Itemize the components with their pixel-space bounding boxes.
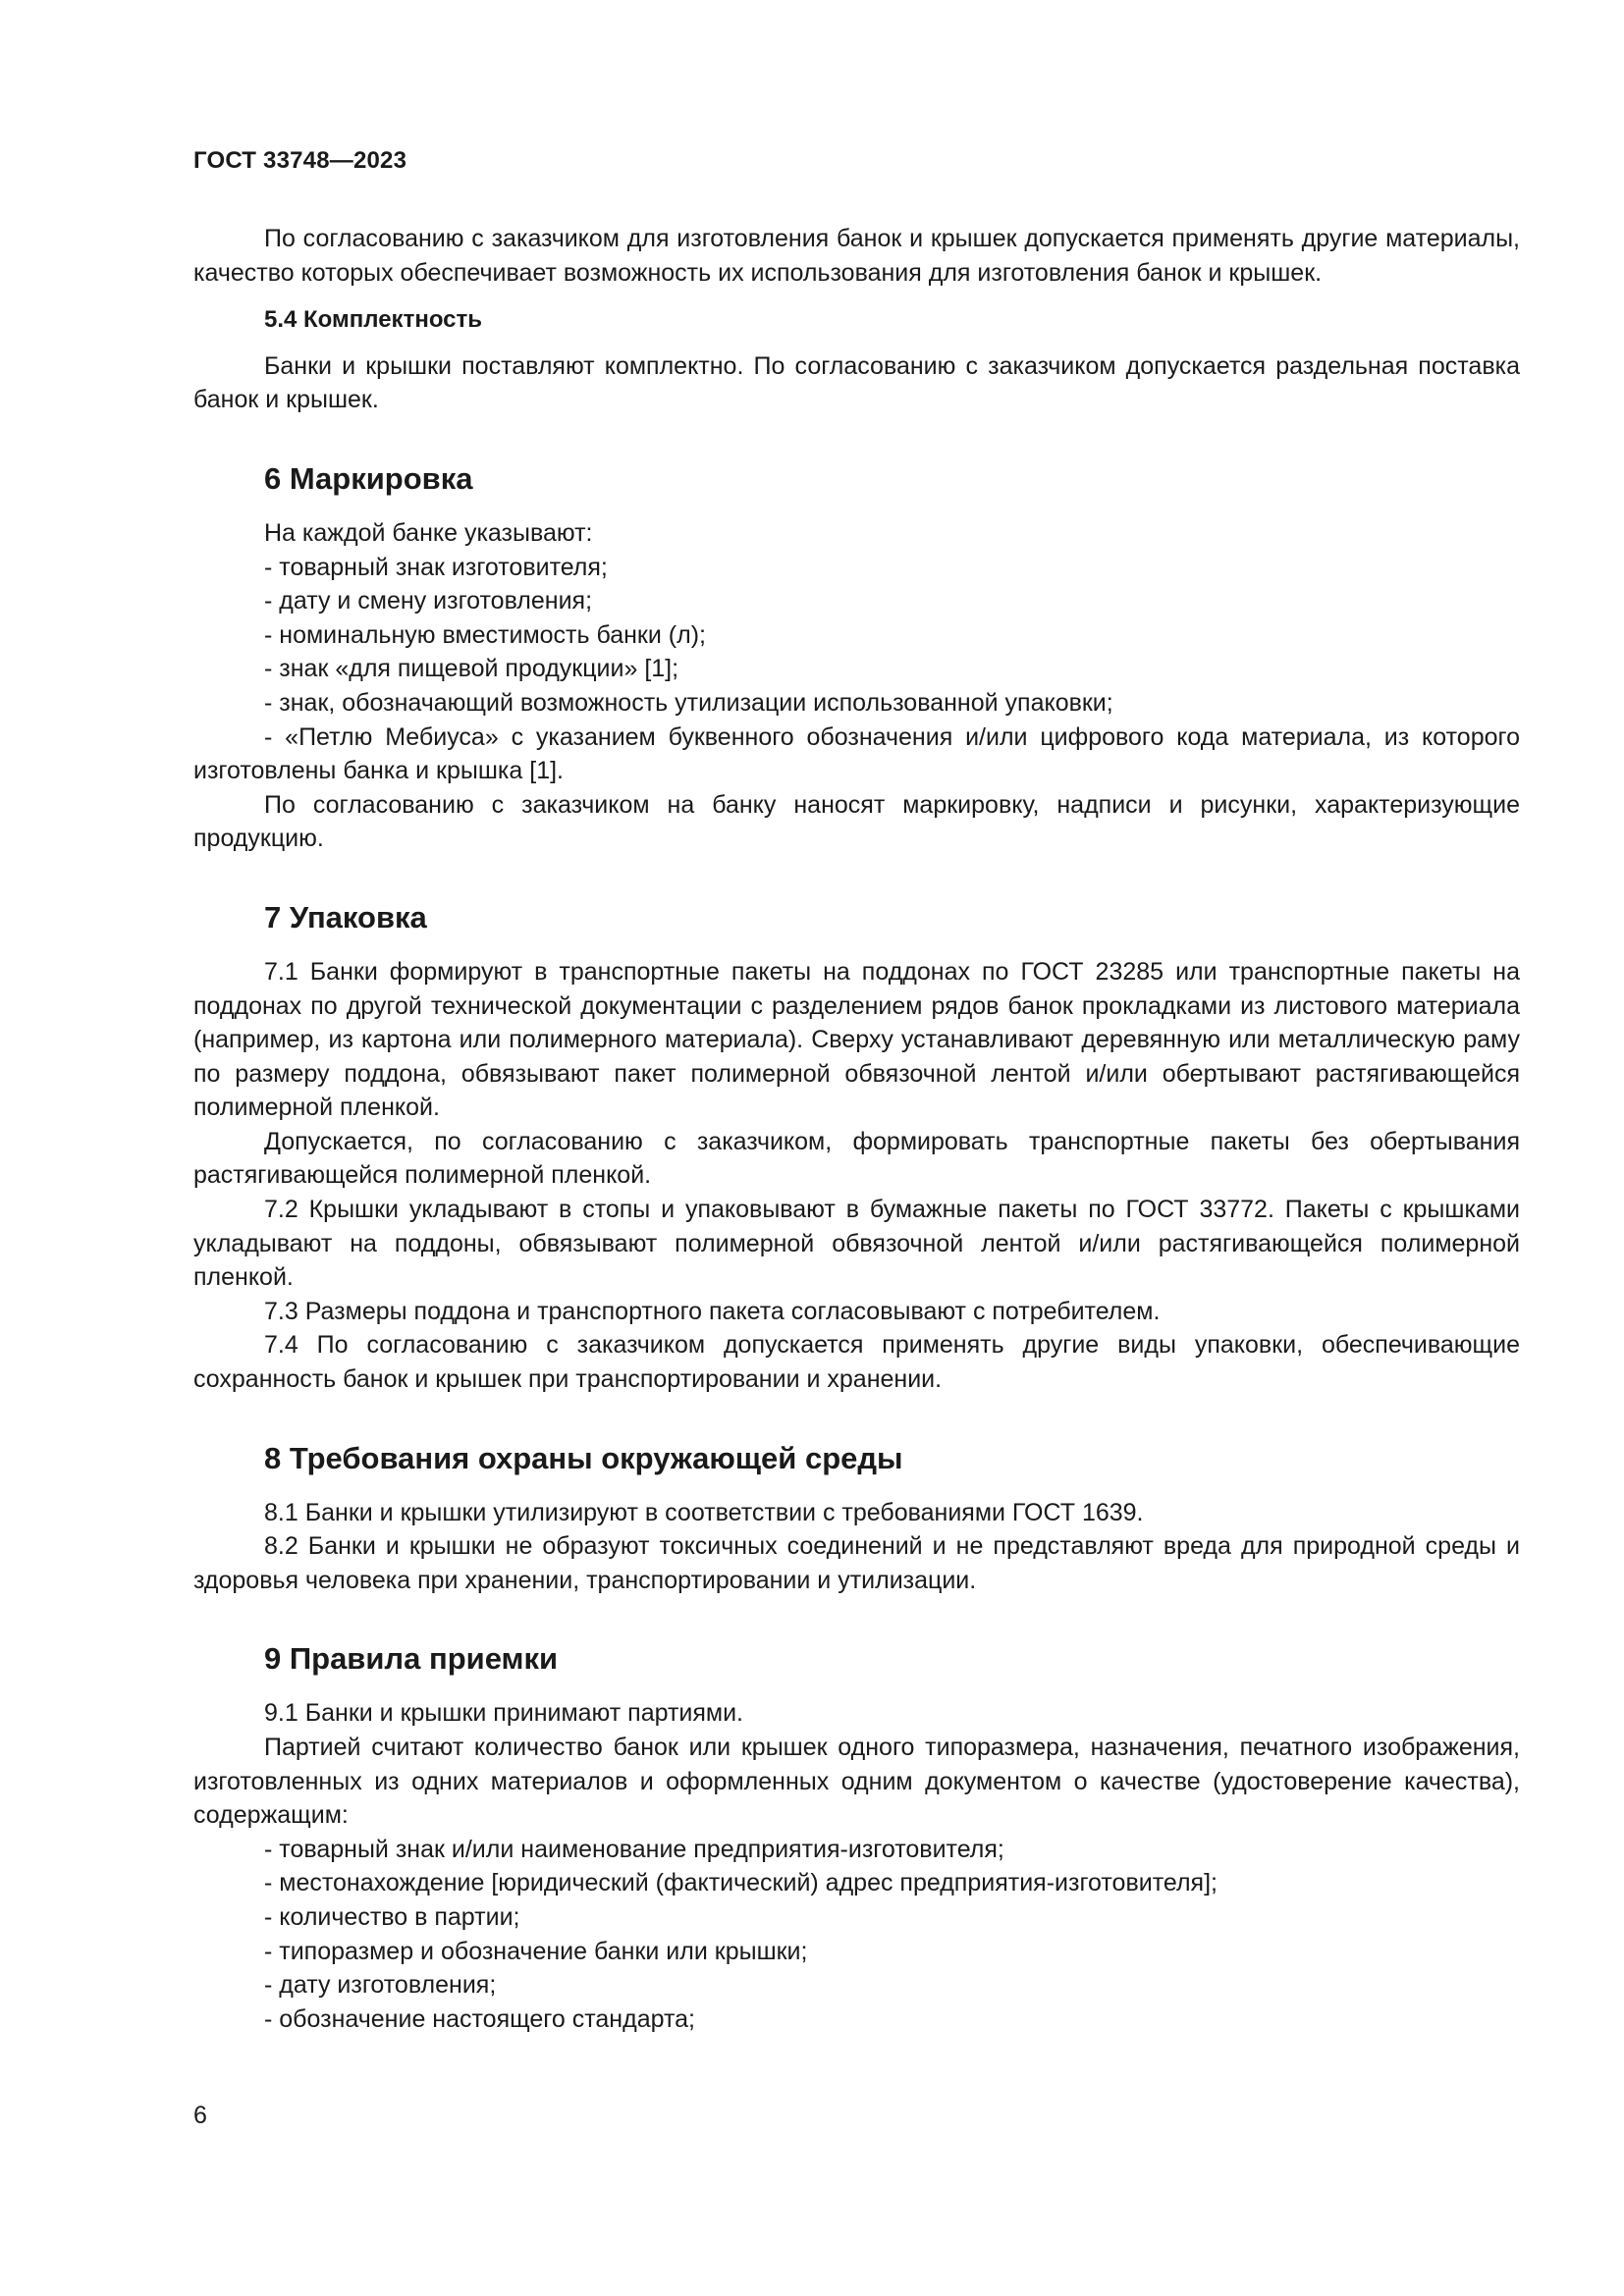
list-item: - местонахождение [юридический (фактический) адрес предприятия-изготовителя];	[264, 1869, 1218, 1897]
section-title: 9 Правила приемки	[264, 1641, 559, 1677]
paragraph: По согласованию с заказчиком на банку наносят маркировку, надписи и рисунки, характеризующие продукцию.	[193, 790, 1520, 853]
paragraph: На каждой банке указывают:	[264, 518, 593, 547]
page-number: 6	[193, 2102, 207, 2129]
paragraph: 7.4 По согласованию с заказчиком допускается применять другие виды упаковки, обеспечивающие сохранность банок и крышек при транспортировании и хранении.	[193, 1331, 1520, 1394]
paragraph: Партией считают количество банок или крышек одного типоразмера, назначения, печатного изображения, изготовленных из одних материалов и оформленных одним документом о качестве (удостоверение качества), содержащим:	[193, 1734, 1520, 1830]
page-body	[193, 222, 1520, 2036]
list-item: - «Петлю Мебиуса» с указанием буквенного обозначения и/или цифрового кода материала, из которого изготовлены банка и крышка [1].	[193, 722, 1520, 785]
list-item: - дату и смену изготовления;	[264, 587, 593, 615]
list-item: - товарный знак изготовителя;	[264, 553, 608, 581]
section-title: 8 Требования охраны окружающей среды	[264, 1440, 903, 1475]
list-item: - номинальную вместимость банки (л);	[264, 620, 706, 649]
document-code: ГОСТ 33748—2023	[193, 147, 407, 174]
section-title: 7 Упаковка	[264, 899, 427, 934]
paragraph: По согласованию с заказчиком для изготовления банок и крышек допускается применять другие материалы, качество которых обеспечивает возможность их использования для изготовления банок и крышек.	[193, 225, 1520, 287]
paragraph: 8.1 Банки и крышки утилизируют в соответствии с требованиями ГОСТ 1639.	[264, 1498, 1144, 1526]
list-item: - знак, обозначающий возможность утилизации использованной упаковки;	[264, 688, 1113, 717]
list-item: - обозначение настоящего стандарта;	[264, 2004, 695, 2033]
paragraph: Допускается, по согласованию с заказчиком, формировать транспортные пакеты без обертывания растягивающейся полимерной пленкой.	[193, 1127, 1520, 1190]
paragraph: 9.1 Банки и крышки принимают партиями.	[264, 1699, 744, 1728]
list-item: - товарный знак и/или наименование предприятия-изготовителя;	[264, 1835, 1004, 1863]
section-title: 6 Маркировка	[264, 460, 473, 496]
list-item: - количество в партии;	[264, 1902, 520, 1931]
list-item: - типоразмер и обозначение банки или крышки;	[264, 1937, 808, 1965]
paragraph: 7.2 Крышки укладывают в стопы и упаковывают в бумажные пакеты по ГОСТ 33772. Пакеты с крышками укладывают на поддоны, обвязывают полимерной обвязочной лентой и/или растягивающейся полимерной пленкой.	[193, 1196, 1520, 1292]
paragraph: 7.1 Банки формируют в транспортные пакеты на поддонах по ГОСТ 23285 или транспортные пакеты на поддонах по другой технической документации с разделением рядов банок прокладками из листового материала (например, из картона или полимерного материала). Сверху устанавливают деревянную или металлическую раму по размеру поддона, обвязывают пакет полимерной обвязочной лентой и/или обертывают растягивающейся полимерной пленкой.	[193, 957, 1520, 1122]
list-item: - дату изготовления;	[264, 1971, 497, 2000]
paragraph: Банки и крышки поставляют комплектно. По согласованию с заказчиком допускается раздельная поставка банок и крышек.	[193, 351, 1520, 414]
paragraph: 8.2 Банки и крышки не образуют токсичных соединений и не представляют вреда для природной среды и здоровья человека при хранении, транспортировании и утилизации.	[193, 1532, 1520, 1594]
subsection-title: 5.4 Комплектность	[264, 306, 483, 334]
list-item: - знак «для пищевой продукции» [1];	[264, 655, 679, 683]
paragraph: 7.3 Размеры поддона и транспортного пакета согласовывают с потребителем.	[264, 1297, 1161, 1325]
